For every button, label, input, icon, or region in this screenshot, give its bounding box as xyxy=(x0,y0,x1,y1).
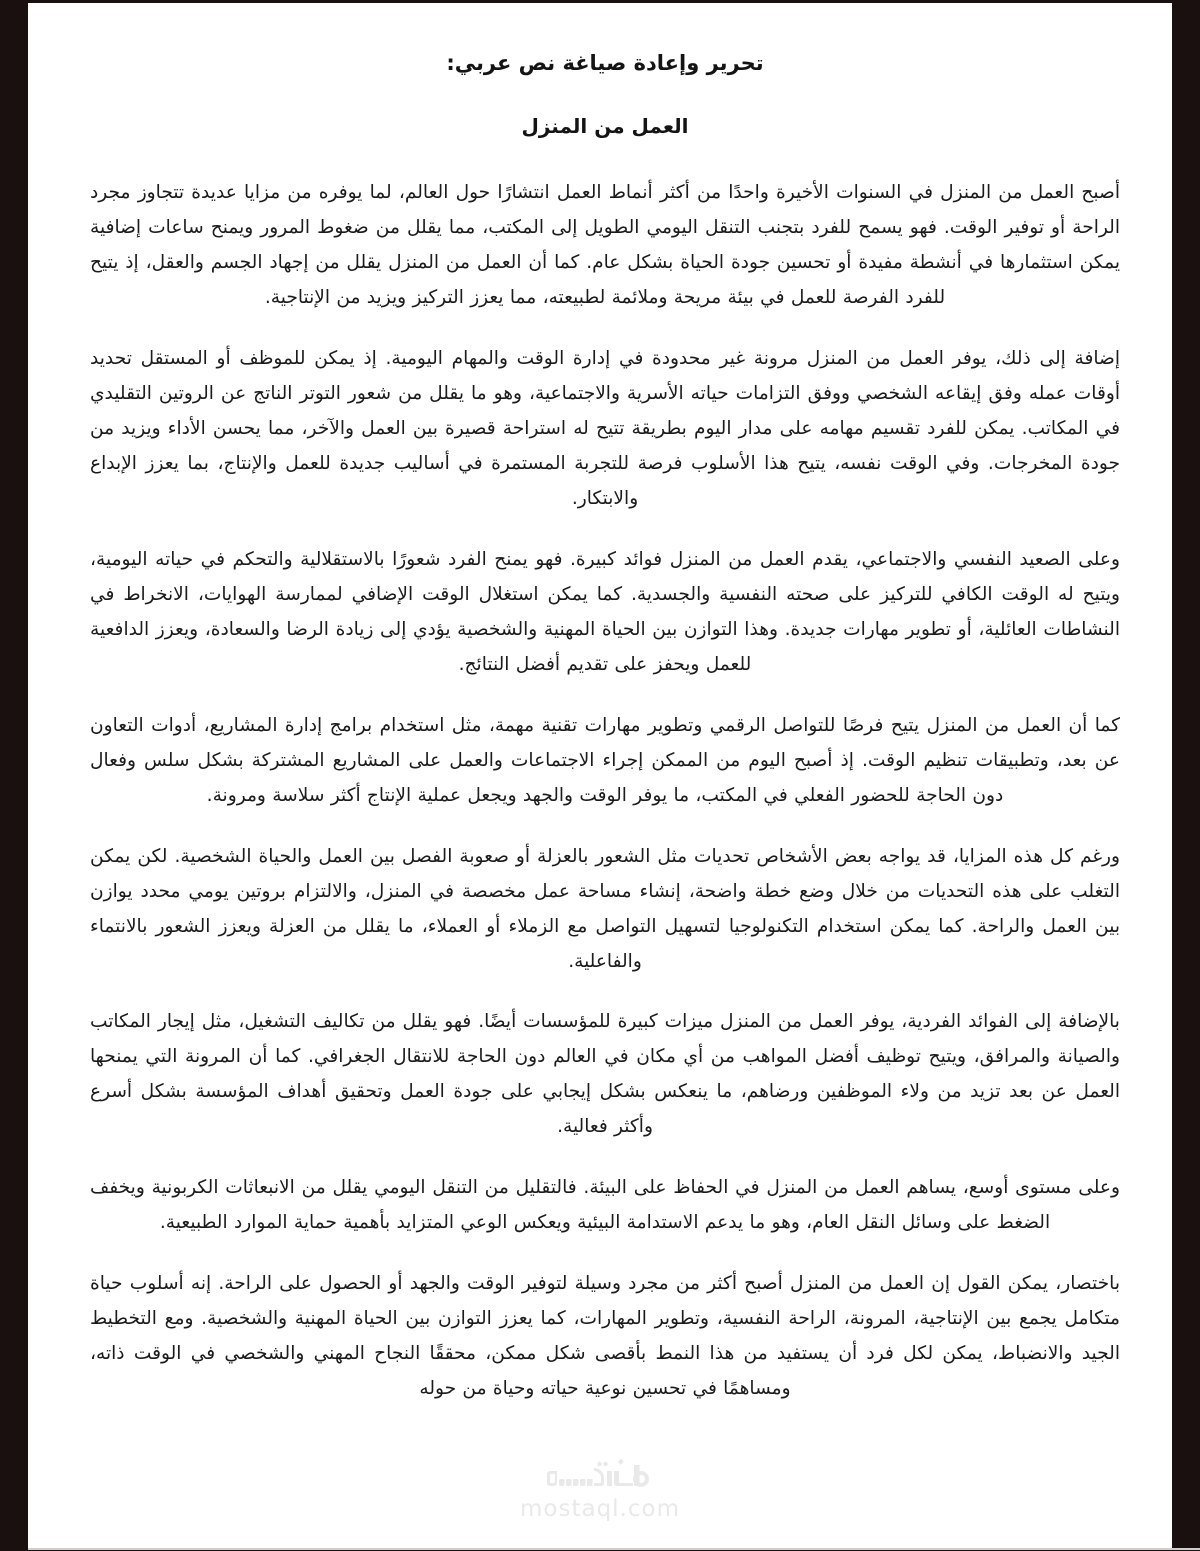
body-paragraph: بالإضافة إلى الفوائد الفردية، يوفر العمل من المنزل ميزات كبيرة للمؤسسات أيضًا. فهو يقلل من تكاليف التشغيل، مثل إيجار المكاتب والصيانة والمرافق، ويتيح توظيف أفضل المواهب من أي مكان في العالم دون الحاجة للانتقال الجغرافي. كما أن المرونة التي يمنحها العمل عن بعد تزيد من ولاء الموظفين ورضاهم، ما ينعكس بشكل إيجابي على جودة العمل وتحقيق أهداف المؤسسة بشكل أسرع وأكثر فعالية. xyxy=(90,1011,1120,1138)
body-paragraph: إضافة إلى ذلك، يوفر العمل من المنزل مرونة غير محدودة في إدارة الوقت والمهام اليومية. إذ يمكن للموظف أو المستقل تحديد أوقات عمله وفق إيقاعه الشخصي ووفق التزامات حياته الأسرية والاجتماعية، وهو ما يقلل من شعور التوتر الناتج عن الروتين التقليدي في المكاتب. يمكن للفرد تقسيم مهامه على مدار اليوم بطريقة تتيح له استراحة قصيرة بين العمل والآخر، مما يحسن الأداء ويزيد من جودة المخرجات. وفي الوقت نفسه، يتيح هذا الأسلوب فرصة للتجربة المستمرة في أساليب جديدة للعمل والإنتاج، بما يعزز الإبداع والابتكار. xyxy=(90,348,1120,510)
paragraph-list xyxy=(90,176,1120,1407)
document-subtitle: العمل من المنزل xyxy=(521,114,689,139)
body-paragraph: وعلى مستوى أوسع، يساهم العمل من المنزل في الحفاظ على البيئة. فالتقليل من التنقل اليومي يقلل من الانبعاثات الكربونية ويخفف الضغط على وسائل النقل العام، وهو ما يدعم الاستدامة البيئية ويعكس الوعي المتزايد بأهمية حماية الموارد الطبيعية. xyxy=(90,1177,1120,1234)
document-page xyxy=(28,3,1172,1548)
body-paragraph: كما أن العمل من المنزل يتيح فرصًا للتواصل الرقمي وتطوير مهارات تقنية مهمة، مثل استخدام برامج إدارة المشاريع، أدوات التعاون عن بعد، وتطبيقات تنظيم الوقت. إذ أصبح اليوم من الممكن إجراء الاجتماعات والعمل على المشاريع المشتركة بشكل سلس وفعال دون الحاجة للحضور الفعلي في المكتب، ما يوفر الوقت والجهد ويجعل عملية الإنتاج أكثر سلاسة ومرونة. xyxy=(90,714,1120,806)
body-paragraph: باختصار، يمكن القول إن العمل من المنزل أصبح أكثر من مجرد وسيلة لتوفير الوقت والجهد أو الحصول على الراحة. إنه أسلوب حياة متكامل يجمع بين الإنتاجية، المرونة، الراحة النفسية، وتطوير المهارات، كما يعزز التوازن بين الحياة المهنية والشخصية. ومع التخطيط الجيد والانضباط، يمكن لكل فرد أن يستفيد من هذا النمط بأقصى شكل ممكن، محققًا النجاح المهني والشخصي في الوقت ذاته، ومساهمًا في تحسين نوعية حياته وحياة من حوله xyxy=(90,1273,1120,1400)
mostaql-domain-label: mostaql.com xyxy=(520,1496,680,1522)
body-paragraph: وعلى الصعيد النفسي والاجتماعي، يقدم العمل من المنزل فوائد كبيرة. فهو يمنح الفرد شعورًا بالاستقلالية والتحكم في حياته اليومية، ويتيح له الوقت الكافي للتركيز على صحته النفسية والجسدية. كما يمكن استغلال الوقت الإضافي لممارسة الهوايات، الانخراط في النشاطات العائلية، أو تطوير مهارات جديدة. وهذا التوازن بين الحياة المهنية والشخصية يؤدي إلى زيادة الرضا والسعادة، ويعزز الدافعية للعمل ويحفز على تقديم أفضل النتائج. xyxy=(90,548,1120,675)
document-content-area xyxy=(90,3,1120,1548)
document-title: تحرير وإعادة صياغة نص عربي: xyxy=(446,51,764,75)
body-paragraph: أصبح العمل من المنزل في السنوات الأخيرة واحدًا من أكثر أنماط العمل انتشارًا حول العالم، لما يوفره من مزايا عديدة تتجاوز مجرد الراحة أو توفير الوقت. فهو يسمح للفرد بتجنب التنقل اليومي الطويل إلى المكتب، مما يقلل من ضغوط المرور ويمنح ساعات إضافية يمكن استثمارها في أنشطة مفيدة أو تحسين جودة الحياة بشكل عام. كما أن العمل من المنزل يقلل من إجهاد الجسم والعقل، إذ يتيح للفرد الفرصة للعمل في بيئة مريحة وملائمة لطبيعته، مما يعزز التركيز ويزيد من الإنتاجية. xyxy=(90,182,1120,309)
body-paragraph: ورغم كل هذه المزايا، قد يواجه بعض الأشخاص تحديات مثل الشعور بالعزلة أو صعوبة الفصل بين العمل والحياة الشخصية. لكن يمكن التغلب على هذه التحديات من خلال وضع خطة واضحة، إنشاء مساحة عمل مخصصة في المنزل، والالتزام بروتين يومي محدد يوازن بين العمل والراحة. كما يمكن استخدام التكنولوجيا لتسهيل التواصل مع الزملاء أو العملاء، ما يقلل من العزلة ويعزز الشعور بالانتماء والفاعلية. xyxy=(90,845,1120,972)
page-bottom-divider xyxy=(28,1548,1200,1550)
